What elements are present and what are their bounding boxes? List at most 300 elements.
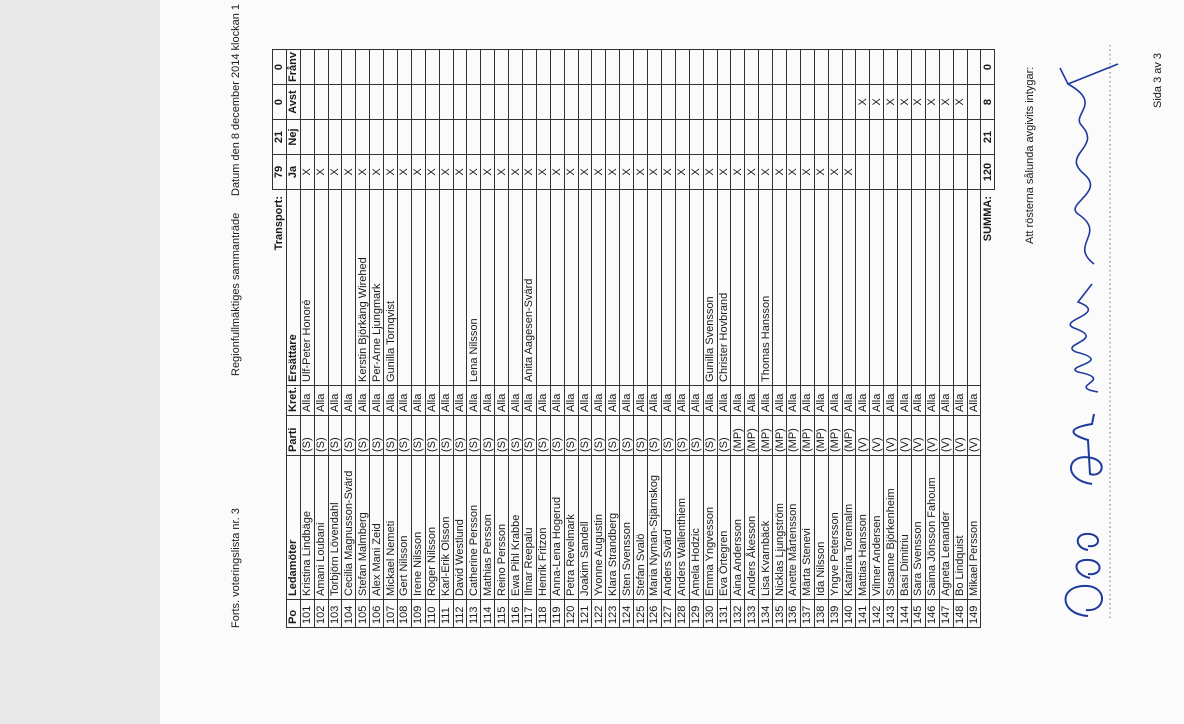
cell-avst (314, 85, 328, 120)
cell-franv (564, 50, 578, 85)
cell-member: Basi Dimitriu (898, 456, 912, 600)
cell-ja: X (356, 155, 370, 190)
table-row (745, 50, 759, 628)
cell-substitute (828, 190, 842, 386)
cell-nej (786, 120, 800, 155)
cell-kret: Alla (898, 386, 912, 416)
table-row (689, 50, 703, 628)
cell-ja: X (328, 155, 342, 190)
cell-party: (S) (328, 416, 342, 456)
transport-nej: 21 (273, 120, 287, 155)
cell-party: (V) (953, 416, 967, 456)
cell-franv (384, 50, 398, 85)
cell-nej (800, 120, 814, 155)
cell-po: 110 (425, 600, 439, 628)
cell-nej (481, 120, 495, 155)
cell-kret: Alla (800, 386, 814, 416)
cell-kret: Alla (759, 386, 773, 416)
table-row (870, 50, 884, 628)
cell-nej (856, 120, 870, 155)
cell-kret: Alla (328, 386, 342, 416)
cell-party: (S) (495, 416, 509, 456)
cell-member: Susanne Björkenheim (884, 456, 898, 600)
cell-avst (523, 85, 537, 120)
voting-list-sheet (160, 0, 1184, 724)
cell-substitute (953, 190, 967, 386)
cell-kret: Alla (509, 386, 523, 416)
transport-ja: 79 (273, 155, 287, 190)
cell-po: 123 (606, 600, 620, 628)
cell-avst (759, 85, 773, 120)
transport-franv: 0 (273, 50, 287, 85)
cell-kret: Alla (314, 386, 328, 416)
cell-po: 107 (384, 600, 398, 628)
cell-po: 121 (578, 600, 592, 628)
summa-ja: 120 (981, 155, 995, 190)
cell-kret: Alla (398, 386, 412, 416)
cell-nej (384, 120, 398, 155)
cell-avst (828, 85, 842, 120)
voting-table (272, 49, 995, 628)
cell-member: Mattias Hansson (856, 456, 870, 600)
cell-avst (509, 85, 523, 120)
col-party: Parti (286, 416, 300, 456)
cell-member: Joakim Sandell (578, 456, 592, 600)
cell-substitute (509, 190, 523, 386)
cell-kret: Alla (634, 386, 648, 416)
cell-franv (411, 50, 425, 85)
table-row (717, 50, 731, 628)
cell-avst (800, 85, 814, 120)
cell-avst (661, 85, 675, 120)
cell-po: 142 (870, 600, 884, 628)
cell-avst (467, 85, 481, 120)
cell-member: Cecilia Magnusson-Svärd (342, 456, 356, 600)
table-row (898, 50, 912, 628)
cell-nej (675, 120, 689, 155)
cell-party: (S) (342, 416, 356, 456)
cell-kret: Alla (300, 386, 314, 416)
table-row (703, 50, 717, 628)
cell-ja: X (536, 155, 550, 190)
cell-member: Klara Strandberg (606, 456, 620, 600)
col-po: Po (286, 600, 300, 628)
cell-franv (648, 50, 662, 85)
cell-po: 145 (911, 600, 925, 628)
cell-avst (620, 85, 634, 120)
cell-avst (786, 85, 800, 120)
cell-ja: X (731, 155, 745, 190)
cell-member: Kristina Lindbäge (300, 456, 314, 600)
cell-ja: X (453, 155, 467, 190)
cell-member: Ewa Pihl Krabbe (509, 456, 523, 600)
table-row (634, 50, 648, 628)
transport-row (273, 50, 287, 628)
cell-party: (MP) (786, 416, 800, 456)
cell-member: Aina Andersson (731, 456, 745, 600)
cell-nej (759, 120, 773, 155)
cell-member: Yvonne Augustin (592, 456, 606, 600)
cell-member: Maria Nyman-Stjärnskog (648, 456, 662, 600)
cell-nej (939, 120, 953, 155)
table-row (856, 50, 870, 628)
cell-avst (675, 85, 689, 120)
cell-po: 129 (689, 600, 703, 628)
cell-substitute (481, 190, 495, 386)
cell-ja: X (745, 155, 759, 190)
cell-franv (967, 50, 981, 85)
col-avst: Avst (286, 85, 300, 120)
cell-po: 125 (634, 600, 648, 628)
cell-party: (MP) (759, 416, 773, 456)
cell-po: 139 (828, 600, 842, 628)
cell-substitute (536, 190, 550, 386)
table-row (759, 50, 773, 628)
cell-member: Amani Loubani (314, 456, 328, 600)
table-row (939, 50, 953, 628)
col-kret: Kret. (286, 386, 300, 416)
cell-member: Henrik Fritzon (536, 456, 550, 600)
cell-kret: Alla (439, 386, 453, 416)
cell-franv (661, 50, 675, 85)
cell-ja: X (689, 155, 703, 190)
cell-franv (675, 50, 689, 85)
cell-nej (898, 120, 912, 155)
cell-avst (425, 85, 439, 120)
cell-franv (481, 50, 495, 85)
cell-nej (425, 120, 439, 155)
cell-substitute (842, 190, 856, 386)
cell-party: (S) (620, 416, 634, 456)
cell-nej (439, 120, 453, 155)
cell-ja (870, 155, 884, 190)
cell-nej (634, 120, 648, 155)
cell-member: Yngve Petersson (828, 456, 842, 600)
cell-franv (884, 50, 898, 85)
cell-franv (467, 50, 481, 85)
cell-avst (648, 85, 662, 120)
list-number: Forts. voteringslista nr. 3 (230, 508, 242, 628)
cell-po: 135 (773, 600, 787, 628)
cell-nej (606, 120, 620, 155)
cell-ja (884, 155, 898, 190)
cell-kret: Alla (411, 386, 425, 416)
cell-ja (911, 155, 925, 190)
cell-nej (578, 120, 592, 155)
cell-po: 101 (300, 600, 314, 628)
cell-po: 130 (703, 600, 717, 628)
cell-po: 117 (523, 600, 537, 628)
cell-nej (300, 120, 314, 155)
cell-avst (328, 85, 342, 120)
signature-4 (1060, 64, 1118, 264)
cell-party: (S) (703, 416, 717, 456)
cell-kret: Alla (884, 386, 898, 416)
cell-nej (717, 120, 731, 155)
cell-po: 109 (411, 600, 425, 628)
cell-member: Anders Svärd (661, 456, 675, 600)
cell-franv (300, 50, 314, 85)
cell-substitute (814, 190, 828, 386)
cell-substitute (925, 190, 939, 386)
cell-member: Alex Mani Zeid (370, 456, 384, 600)
cell-nej (467, 120, 481, 155)
cell-franv (731, 50, 745, 85)
cell-ja: X (842, 155, 856, 190)
cell-franv (606, 50, 620, 85)
cell-ja: X (370, 155, 384, 190)
cell-nej (398, 120, 412, 155)
cell-franv (689, 50, 703, 85)
cell-substitute (564, 190, 578, 386)
cell-member: Roger Nilsson (425, 456, 439, 600)
meeting-date: Datum den 8 december 2014 klockan 1 (230, 3, 242, 196)
cell-member: Stefan Malmberg (356, 456, 370, 600)
cell-franv (536, 50, 550, 85)
cell-party: (S) (384, 416, 398, 456)
cell-avst: X (898, 85, 912, 120)
cell-substitute (800, 190, 814, 386)
table-row (495, 50, 509, 628)
cell-party: (S) (648, 416, 662, 456)
cell-ja (925, 155, 939, 190)
cell-member: Sten Svensson (620, 456, 634, 600)
cell-nej (842, 120, 856, 155)
cell-nej (773, 120, 787, 155)
cell-kret: Alla (523, 386, 537, 416)
cell-po: 134 (759, 600, 773, 628)
cell-po: 128 (675, 600, 689, 628)
transport-label: Transport: (273, 196, 286, 251)
cell-avst (842, 85, 856, 120)
cell-party: (S) (314, 416, 328, 456)
cell-franv (828, 50, 842, 85)
cell-ja: X (467, 155, 481, 190)
cell-avst (300, 85, 314, 120)
cell-nej (689, 120, 703, 155)
cell-kret: Alla (467, 386, 481, 416)
cell-nej (550, 120, 564, 155)
cell-member: Vilmer Andersen (870, 456, 884, 600)
cell-member: Ilmar Reepalu (523, 456, 537, 600)
cell-kret: Alla (370, 386, 384, 416)
cell-kret: Alla (911, 386, 925, 416)
table-row (398, 50, 412, 628)
cell-franv (314, 50, 328, 85)
cell-po: 140 (842, 600, 856, 628)
cell-kret: Alla (953, 386, 967, 416)
cell-nej (814, 120, 828, 155)
cell-member: Karl-Erik Olsson (439, 456, 453, 600)
cell-po: 144 (898, 600, 912, 628)
table-row (509, 50, 523, 628)
attest-text: Att rösterna sålunda avgivits intygar: (1024, 66, 1036, 244)
cell-party: (MP) (731, 416, 745, 456)
cell-nej (536, 120, 550, 155)
cell-party: (S) (578, 416, 592, 456)
cell-substitute (939, 190, 953, 386)
cell-nej (828, 120, 842, 155)
table-row (675, 50, 689, 628)
table-row (370, 50, 384, 628)
table-row (953, 50, 967, 628)
summa-avst: 8 (981, 85, 995, 120)
cell-po: 143 (884, 600, 898, 628)
cell-member: Amela Hodzic (689, 456, 703, 600)
cell-franv (453, 50, 467, 85)
cell-nej (911, 120, 925, 155)
cell-po: 132 (731, 600, 745, 628)
table-row (314, 50, 328, 628)
cell-avst (634, 85, 648, 120)
cell-nej (925, 120, 939, 155)
cell-substitute (648, 190, 662, 386)
cell-substitute (314, 190, 328, 386)
cell-ja: X (759, 155, 773, 190)
table-row (481, 50, 495, 628)
cell-substitute (911, 190, 925, 386)
cell-avst: X (870, 85, 884, 120)
cell-avst (481, 85, 495, 120)
cell-member: Anders Wallenthiem (675, 456, 689, 600)
cell-substitute (439, 190, 453, 386)
cell-ja: X (828, 155, 842, 190)
cell-ja: X (481, 155, 495, 190)
cell-franv (898, 50, 912, 85)
cell-member: Bo Lindquist (953, 456, 967, 600)
cell-member: Catherine Persson (467, 456, 481, 600)
cell-kret: Alla (342, 386, 356, 416)
cell-kret: Alla (689, 386, 703, 416)
cell-avst (398, 85, 412, 120)
cell-po: 102 (314, 600, 328, 628)
cell-franv (939, 50, 953, 85)
table-row (620, 50, 634, 628)
table-row (800, 50, 814, 628)
cell-party: (S) (550, 416, 564, 456)
cell-ja: X (786, 155, 800, 190)
cell-ja: X (814, 155, 828, 190)
cell-substitute (745, 190, 759, 386)
cell-avst: X (884, 85, 898, 120)
cell-party: (S) (689, 416, 703, 456)
cell-nej (453, 120, 467, 155)
cell-substitute: Lena Nilsson (467, 190, 481, 386)
cell-po: 104 (342, 600, 356, 628)
cell-party: (V) (898, 416, 912, 456)
summa-label: SUMMA: (982, 196, 995, 242)
cell-member: Stefan Svalö (634, 456, 648, 600)
table-row (814, 50, 828, 628)
cell-franv (717, 50, 731, 85)
cell-substitute: Thomas Hansson (759, 190, 773, 386)
cell-avst (745, 85, 759, 120)
table-row (453, 50, 467, 628)
cell-member: David Westlund (453, 456, 467, 600)
cell-substitute: Ulf-Peter Honoré (300, 190, 314, 386)
cell-avst (703, 85, 717, 120)
cell-avst (564, 85, 578, 120)
table-row (773, 50, 787, 628)
cell-party: (MP) (745, 416, 759, 456)
cell-nej (967, 120, 981, 155)
cell-substitute (592, 190, 606, 386)
cell-party: (V) (925, 416, 939, 456)
cell-po: 108 (398, 600, 412, 628)
cell-ja: X (648, 155, 662, 190)
cell-ja: X (300, 155, 314, 190)
cell-ja: X (314, 155, 328, 190)
cell-kret: Alla (536, 386, 550, 416)
cell-party: (S) (398, 416, 412, 456)
cell-ja: X (592, 155, 606, 190)
cell-franv (356, 50, 370, 85)
cell-ja (967, 155, 981, 190)
cell-substitute (773, 190, 787, 386)
cell-substitute (578, 190, 592, 386)
meeting-title: Regionfullmäktiges sammanträde (230, 212, 242, 376)
cell-ja: X (800, 155, 814, 190)
cell-member: Lisa Kvarnbäck (759, 456, 773, 600)
cell-avst (967, 85, 981, 120)
cell-substitute (967, 190, 981, 386)
cell-substitute (495, 190, 509, 386)
summa-franv: 0 (981, 50, 995, 85)
cell-kret: Alla (648, 386, 662, 416)
cell-party: (S) (425, 416, 439, 456)
cell-avst (356, 85, 370, 120)
cell-avst (578, 85, 592, 120)
cell-franv (911, 50, 925, 85)
cell-member: Nicklas Ljungström (773, 456, 787, 600)
document-page (160, 0, 1184, 724)
cell-ja: X (773, 155, 787, 190)
cell-kret: Alla (856, 386, 870, 416)
cell-po: 148 (953, 600, 967, 628)
cell-franv (523, 50, 537, 85)
cell-avst: X (953, 85, 967, 120)
cell-party: (V) (856, 416, 870, 456)
cell-party: (S) (606, 416, 620, 456)
cell-nej (592, 120, 606, 155)
cell-po: 120 (564, 600, 578, 628)
cell-po: 111 (439, 600, 453, 628)
cell-substitute (689, 190, 703, 386)
summa-row (981, 50, 995, 628)
cell-member: Anette Mårtensson (786, 456, 800, 600)
col-ja: Ja (286, 155, 300, 190)
cell-substitute: Anita Aagesen-Svärd (523, 190, 537, 386)
cell-substitute: Gunilla Tornqvist (384, 190, 398, 386)
cell-ja: X (384, 155, 398, 190)
cell-franv (745, 50, 759, 85)
cell-po: 127 (661, 600, 675, 628)
cell-kret: Alla (425, 386, 439, 416)
cell-party: (S) (661, 416, 675, 456)
cell-ja: X (717, 155, 731, 190)
cell-party: (V) (884, 416, 898, 456)
cell-po: 141 (856, 600, 870, 628)
cell-member: Petra Revelmark (564, 456, 578, 600)
cell-avst (592, 85, 606, 120)
cell-franv (592, 50, 606, 85)
cell-avst (536, 85, 550, 120)
cell-avst (814, 85, 828, 120)
cell-kret: Alla (661, 386, 675, 416)
column-header-row (286, 50, 300, 628)
table-row (925, 50, 939, 628)
cell-nej (648, 120, 662, 155)
